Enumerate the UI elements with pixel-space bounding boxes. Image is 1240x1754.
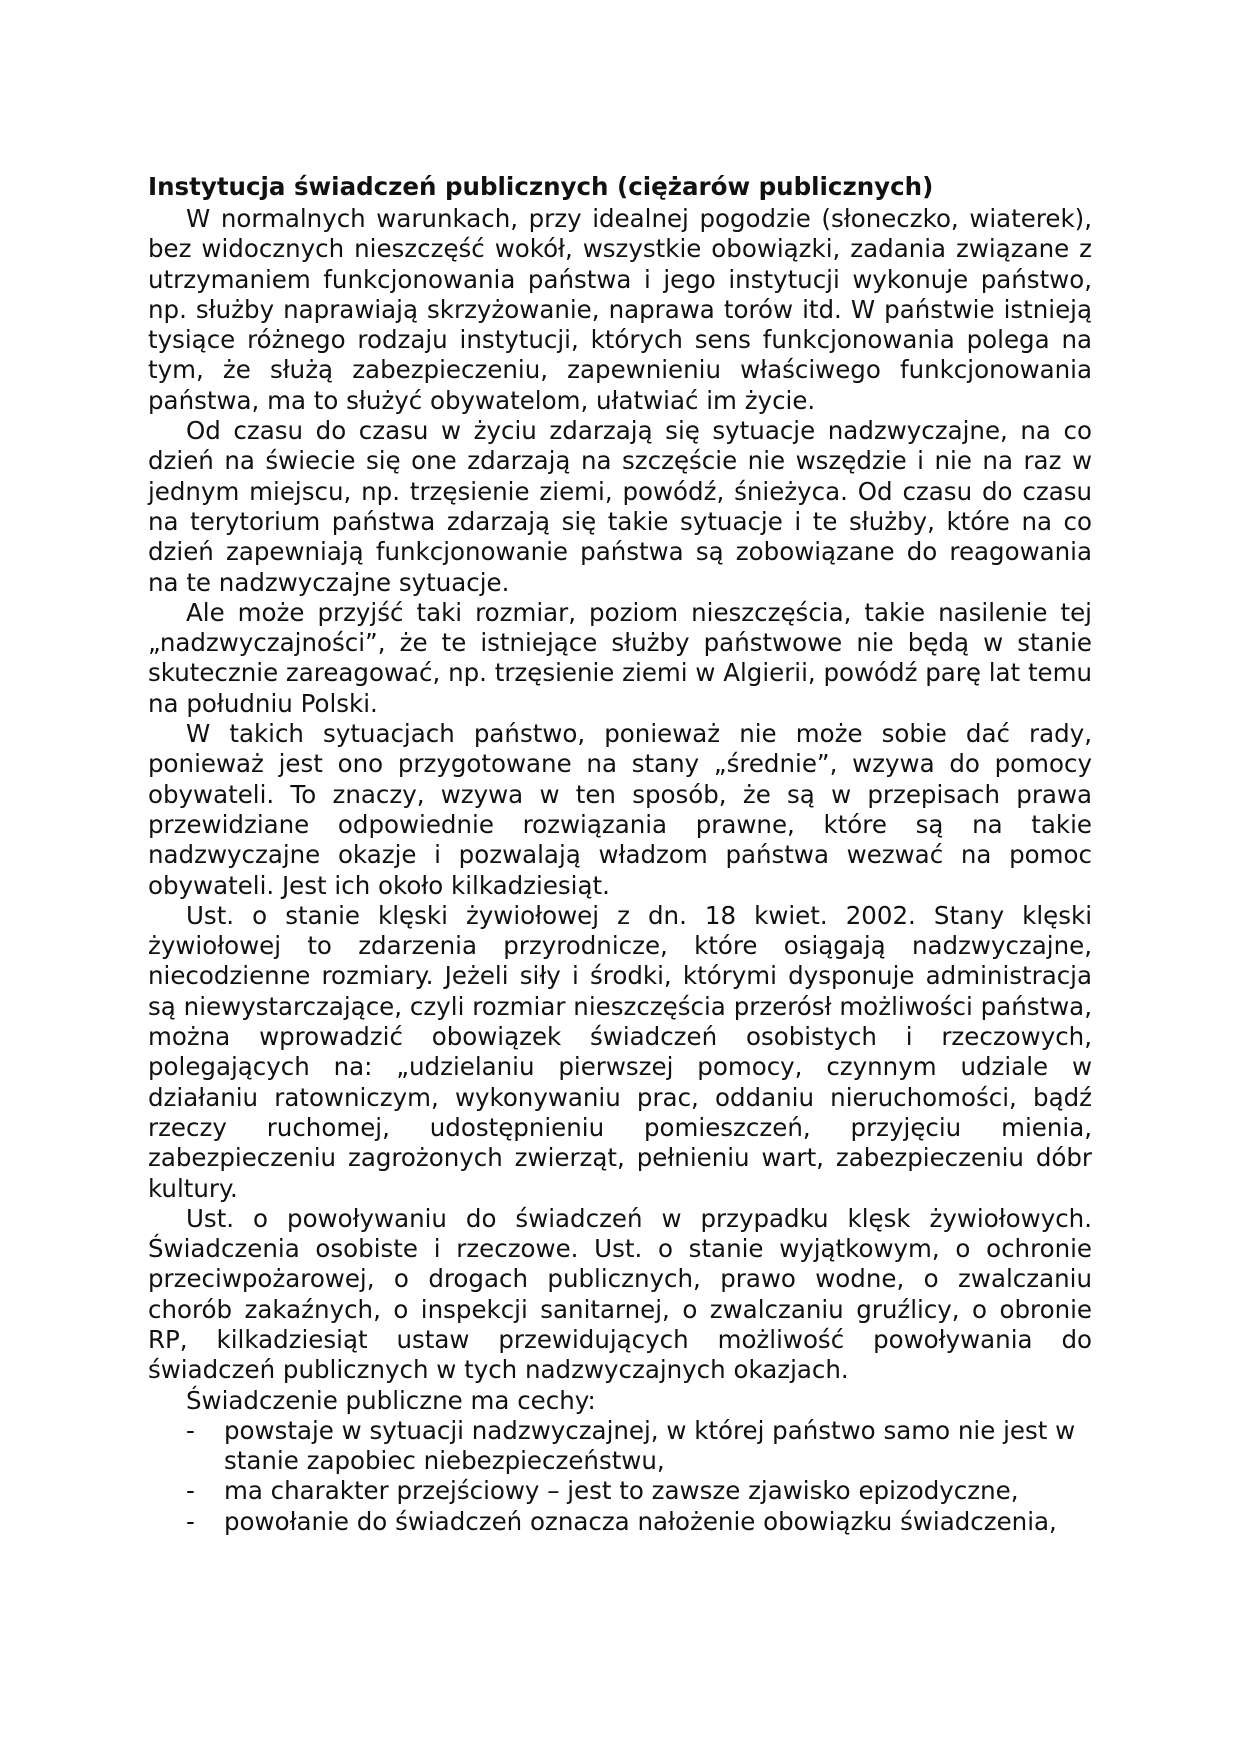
paragraph-related-acts: Ust. o powoływaniu do świadczeń w przypadku klęsk żywiołowych. Świadczenia osobiste i rzeczowe. Ust. o stanie wyjątkowym, o ochronie przeciwpożarowej, o drogach publicznych, prawo wodne, o zwalczaniu chorób zakaźnych, o inspekcji sanitarnej, o zwalczaniu gruźlicy, o obronie RP, kilkadziesiąt ustaw przewidujących możliwość powoływania do świadczeń publicznych w tych nadzwyczajnych okazjach. (148, 1203, 1092, 1385)
list-item-text: ma charakter przejściowy – jest to zawsze zjawisko epizodyczne, (224, 1476, 1019, 1506)
list-item-text: powołanie do świadczeń oznacza nałożenie obowiązku świadczenia, (224, 1506, 1057, 1536)
document-page (148, 172, 1092, 1537)
list-item (148, 1476, 1092, 1506)
paragraph-normal-conditions: W normalnych warunkach, przy idealnej pogodzie (słoneczko, wiaterek), bez widocznych nieszczęść wokół, wszystkie obowiązki, zadania związane z utrzymaniem funkcjonowania państwa i jego instytucji wykonuje państwo, np. służby naprawiają skrzyżowanie, naprawa torów itd. W państwie istnieją tysiące różnego rodzaju instytucji, których sens funkcjonowania polega na tym, że służą zabezpieczeniu, zapewnieniu właściwego funkcjonowania państwa, ma to służyć obywatelom, ułatwiać im życie. (148, 204, 1092, 415)
features-list (148, 1416, 1092, 1537)
list-dash-marker: - (186, 1506, 195, 1536)
paragraph-scale-of-disaster: Ale może przyjść taki rozmiar, poziom nieszczęścia, takie nasilenie tej „nadzwyczajności”, że te istniejące służby państwowe nie będą w stanie skutecznie zareagować, np. trzęsienie ziemi w Algierii, powódź parę lat temu na południu Polski. (148, 597, 1093, 718)
list-dash-marker: - (186, 1415, 195, 1445)
paragraph-natural-disaster-act: Ust. o stanie klęski żywiołowej z dn. 18 kwiet. 2002. Stany klęski żywiołowej to zdarzenia przyrodnicze, które osiągają nadzwyczajne, niecodzienne rozmiary. Jeżeli siły i środki, którymi dysponuje administracja są niewystarczające, czyli rozmiar nieszczęścia przerósł możliwości państwa, można wprowadzić obowiązek świadczeń osobistych i rzeczowych, polegających na: „udzielaniu pierwszej pomocy, czynnym udziale w działaniu ratowniczym, wykonywaniu prac, oddaniu nieruchomości, bądź rzeczy ruchomej, udostępnieniu pomieszczeń, przyjęciu mienia, zabezpieczeniu zagrożonych zwierząt, pełnieniu wart, zabezpieczeniu dóbr kultury. (148, 900, 1092, 1203)
paragraph-state-calls-citizens: W takich sytuacjach państwo, ponieważ nie może sobie dać rady, ponieważ jest ono przygotowane na stany „średnie”, wzywa do pomocy obywateli. To znaczy, wzywa w ten sposób, że są w przepisach prawa przewidziane odpowiednie rozwiązania prawne, które są na takie nadzwyczajne okazje i pozwalają władzom państwa wezwać na pomoc obywateli. Jest ich około kilkadziesiąt. (148, 719, 1092, 900)
list-item-text: powstaje w sytuacji nadzwyczajnej, w której państwo samo nie jest w stanie zapobiec niebezpieczeństwu, (224, 1415, 1076, 1476)
list-item (148, 1416, 1092, 1477)
list-item (148, 1507, 1092, 1537)
list-intro: Świadczenie publiczne ma cechy: (186, 1385, 596, 1415)
list-dash-marker: - (186, 1476, 195, 1506)
document-title: Instytucja świadczeń publicznych (ciężarów publicznych) (148, 172, 934, 201)
paragraph-extraordinary-situations: Od czasu do czasu w życiu zdarzają się sytuacje nadzwyczajne, na co dzień na świecie się one zdarzają na szczęście nie wszędzie i nie na raz w jednym miejscu, np. trzęsienie ziemi, powódź, śnieżyca. Od czasu do czasu na terytorium państwa zdarzają się takie sytuacje i te służby, które na co dzień zapewniają funkcjonowanie państwa są zobowiązane do reagowania na te nadzwyczajne sytuacje. (148, 416, 1092, 597)
